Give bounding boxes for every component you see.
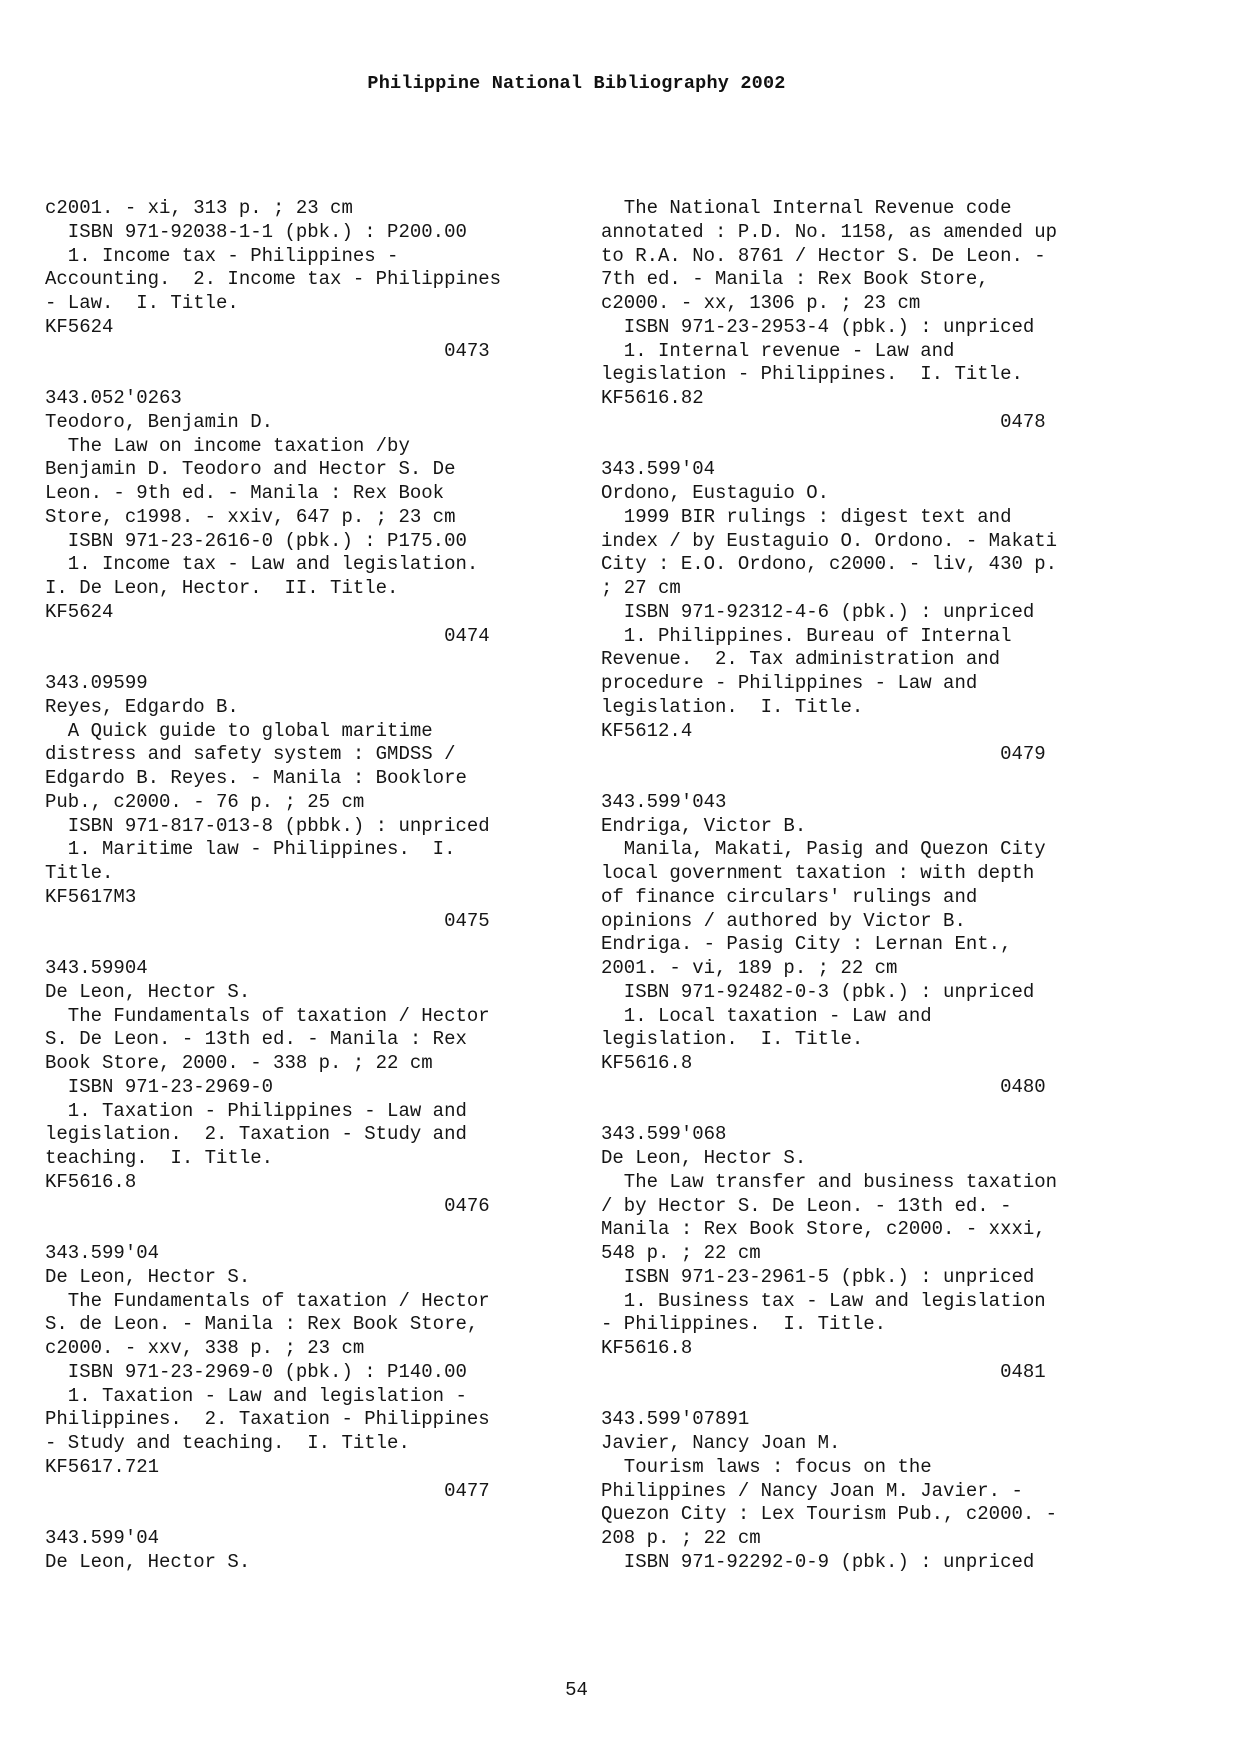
entry-line: Endriga. - Pasig City : Lernan Ent.,: [601, 933, 1012, 956]
entry-line: The Law on income taxation /by: [45, 434, 410, 457]
entry-line: 7th ed. - Manila : Rex Book Store,: [601, 268, 989, 291]
entry-line: 1. Internal revenue - Law and: [601, 339, 955, 362]
entry-line: 1. Income tax - Philippines -: [45, 244, 399, 267]
entry-line: De Leon, Hector S.: [601, 1147, 807, 1169]
entry-line: De Leon, Hector S.: [45, 980, 251, 1003]
entry-line: 343.599'04: [45, 1527, 160, 1549]
entry-line: 0479: [601, 743, 1046, 766]
entry-line: The Fundamentals of taxation / Hector: [45, 1289, 490, 1312]
entry-line: 0481: [601, 1360, 1046, 1383]
entry-line: Benjamin D. Teodoro and Hector S. De: [45, 458, 456, 481]
entry-line: ISBN 971-92312-4-6 (pbk.) : unpriced: [601, 600, 1035, 623]
entry-line: ISBN 971-23-2969-0 (pbk.) : P140.00: [45, 1360, 467, 1383]
entry-line: Accounting. 2. Income tax - Philippines: [45, 268, 502, 291]
entry-line: 0478: [601, 410, 1046, 433]
entry-line: 343.59904: [45, 957, 148, 979]
entry-line: Revenue. 2. Tax administration and: [601, 648, 1001, 671]
entry-line: Teodoro, Benjamin D.: [45, 410, 274, 433]
entry-line: [601, 1100, 1111, 1124]
entry-line: S. de Leon. - Manila : Rex Book Store,: [45, 1313, 479, 1336]
entry-line: 343.599'07891: [601, 1408, 750, 1431]
entry-line: A Quick guide to global maritime: [45, 719, 433, 742]
entry-line: annotated : P.D. No. 1158, as amended up: [601, 220, 1058, 243]
entry-line: [601, 1385, 1111, 1409]
entry-line: Leon. - 9th ed. - Manila : Rex Book: [45, 482, 445, 504]
entry-line: c2000. - xxv, 338 p. ; 23 cm: [45, 1337, 365, 1359]
entry-line: 0480: [601, 1075, 1046, 1098]
entry-line: De Leon, Hector S.: [45, 1550, 251, 1573]
entry-line: 0476: [45, 1194, 490, 1217]
entry-line: - Law. I. Title.: [45, 292, 239, 314]
entry-line: 1999 BIR rulings : digest text and: [601, 505, 1012, 528]
entry-line: S. De Leon. - 13th ed. - Manila : Rex: [45, 1028, 467, 1051]
entry-line: 0475: [45, 909, 490, 932]
entry-line: legislation. I. Title.: [601, 1028, 864, 1051]
left-column: [45, 197, 555, 1575]
entry-line: ISBN 971-23-2969-0: [45, 1075, 274, 1098]
entry-line: Ordono, Eustaguio O.: [601, 482, 830, 504]
entry-line: Quezon City : Lex Tourism Pub., c2000. -: [601, 1503, 1058, 1526]
right-column: [601, 197, 1111, 1575]
entry-line: [45, 933, 555, 957]
entry-line: c2001. - xi, 313 p. ; 23 cm: [45, 197, 353, 219]
entry-line: c2000. - xx, 1306 p. ; 23 cm: [601, 292, 921, 314]
entry-line: 1. Income tax - Law and legislation.: [45, 553, 479, 576]
entry-line: KF5616.8: [601, 1052, 693, 1074]
entry-line: KF5612.4: [601, 719, 693, 742]
entry-line: 208 p. ; 22 cm: [601, 1527, 761, 1549]
entry-line: KF5617.721: [45, 1455, 160, 1478]
entry-line: of finance circulars' rulings and: [601, 885, 978, 908]
entry-line: 0477: [45, 1479, 490, 1502]
entry-line: 343.052'0263: [45, 387, 182, 409]
entry-line: - Study and teaching. I. Title.: [45, 1432, 410, 1454]
entry-line: I. De Leon, Hector. II. Title.: [45, 577, 399, 599]
entry-line: opinions / authored by Victor B.: [601, 909, 966, 932]
entry-line: [601, 435, 1111, 459]
entry-line: - Philippines. I. Title.: [601, 1313, 887, 1336]
entry-line: The Fundamentals of taxation / Hector: [45, 1004, 490, 1027]
entry-line: ISBN 971-23-2961-5 (pbk.) : unpriced: [601, 1265, 1035, 1288]
entry-line: The Law transfer and business taxation: [601, 1170, 1058, 1193]
entry-line: 343.599'04: [45, 1242, 160, 1264]
entry-line: KF5616.82: [601, 387, 704, 409]
entry-line: Book Store, 2000. - 338 p. ; 22 cm: [45, 1052, 433, 1074]
entry-line: City : E.O. Ordono, c2000. - liv, 430 p.: [601, 553, 1058, 576]
entry-line: KF5617M3: [45, 885, 137, 908]
entry-line: Manila : Rex Book Store, c2000. - xxxi,: [601, 1218, 1046, 1241]
page-title: Philippine National Bibliography 2002: [367, 73, 786, 94]
entry-line: 1. Business tax - Law and legislation: [601, 1289, 1046, 1312]
entry-line: [45, 363, 555, 387]
entry-line: The National Internal Revenue code: [601, 197, 1012, 219]
entry-line: distress and safety system : GMDSS /: [45, 743, 456, 766]
entry-line: ISBN 971-817-013-8 (pbbk.) : unpriced: [45, 814, 490, 837]
entry-line: Pub., c2000. - 76 p. ; 25 cm: [45, 790, 365, 813]
entry-line: Tourism laws : focus on the: [601, 1455, 932, 1478]
entry-line: procedure - Philippines - Law and: [601, 672, 978, 694]
page-number: 54: [565, 1679, 588, 1701]
entry-line: 1. Philippines. Bureau of Internal: [601, 624, 1012, 647]
entry-line: to R.A. No. 8761 / Hector S. De Leon. -: [601, 244, 1046, 267]
entry-line: [45, 1218, 555, 1242]
entry-line: 1. Taxation - Philippines - Law and: [45, 1099, 467, 1122]
entry-line: 0473: [45, 339, 490, 362]
entry-line: Philippines / Nancy Joan M. Javier. -: [601, 1479, 1023, 1502]
entry-line: ISBN 971-92038-1-1 (pbk.) : P200.00: [45, 220, 467, 243]
entry-line: 343.09599: [45, 672, 148, 694]
entry-line: Philippines. 2. Taxation - Philippines: [45, 1408, 490, 1431]
entry-line: [45, 648, 555, 672]
entry-line: KF5624: [45, 600, 114, 623]
entry-line: legislation - Philippines. I. Title.: [601, 363, 1023, 386]
entry-line: ISBN 971-23-2953-4 (pbk.) : unpriced: [601, 315, 1035, 338]
entry-line: 1. Maritime law - Philippines. I.: [45, 838, 456, 861]
entry-line: local government taxation : with depth: [601, 862, 1035, 884]
entry-line: teaching. I. Title.: [45, 1147, 274, 1169]
entry-line: Manila, Makati, Pasig and Quezon City: [601, 838, 1046, 861]
entry-line: ISBN 971-23-2616-0 (pbk.) : P175.00: [45, 529, 467, 552]
entry-line: legislation. I. Title.: [601, 695, 864, 718]
entry-line: KF5616.8: [601, 1337, 693, 1359]
entry-line: 343.599'043: [601, 790, 727, 813]
entry-line: KF5624: [45, 315, 114, 338]
entry-line: Title.: [45, 862, 114, 884]
entry-line: 343.599'068: [601, 1123, 727, 1146]
entry-line: Javier, Nancy Joan M.: [601, 1432, 841, 1454]
entry-line: 2001. - vi, 189 p. ; 22 cm: [601, 957, 898, 979]
entry-line: 0474: [45, 624, 490, 647]
entry-line: ISBN 971-92482-0-3 (pbk.) : unpriced: [601, 980, 1035, 1003]
entry-line: [601, 767, 1111, 791]
entry-line: index / by Eustaguio O. Ordono. - Makati: [601, 529, 1058, 552]
entry-line: KF5616.8: [45, 1170, 137, 1193]
entry-line: legislation. 2. Taxation - Study and: [45, 1123, 467, 1146]
entry-line: Store, c1998. - xxiv, 647 p. ; 23 cm: [45, 505, 456, 528]
entry-line: 1. Taxation - Law and legislation -: [45, 1384, 467, 1407]
entry-line: ISBN 971-92292-0-9 (pbk.) : unpriced: [601, 1550, 1035, 1573]
entry-line: Reyes, Edgardo B.: [45, 695, 239, 718]
entry-line: Endriga, Victor B.: [601, 814, 807, 837]
entry-line: Edgardo B. Reyes. - Manila : Booklore: [45, 767, 467, 789]
entry-line: ; 27 cm: [601, 577, 681, 599]
entry-line: De Leon, Hector S.: [45, 1265, 251, 1288]
entry-line: / by Hector S. De Leon. - 13th ed. -: [601, 1194, 1012, 1217]
entry-line: 1. Local taxation - Law and: [601, 1004, 932, 1027]
entry-line: 548 p. ; 22 cm: [601, 1242, 761, 1264]
entry-line: [45, 1503, 555, 1527]
entry-line: 343.599'04: [601, 458, 716, 481]
